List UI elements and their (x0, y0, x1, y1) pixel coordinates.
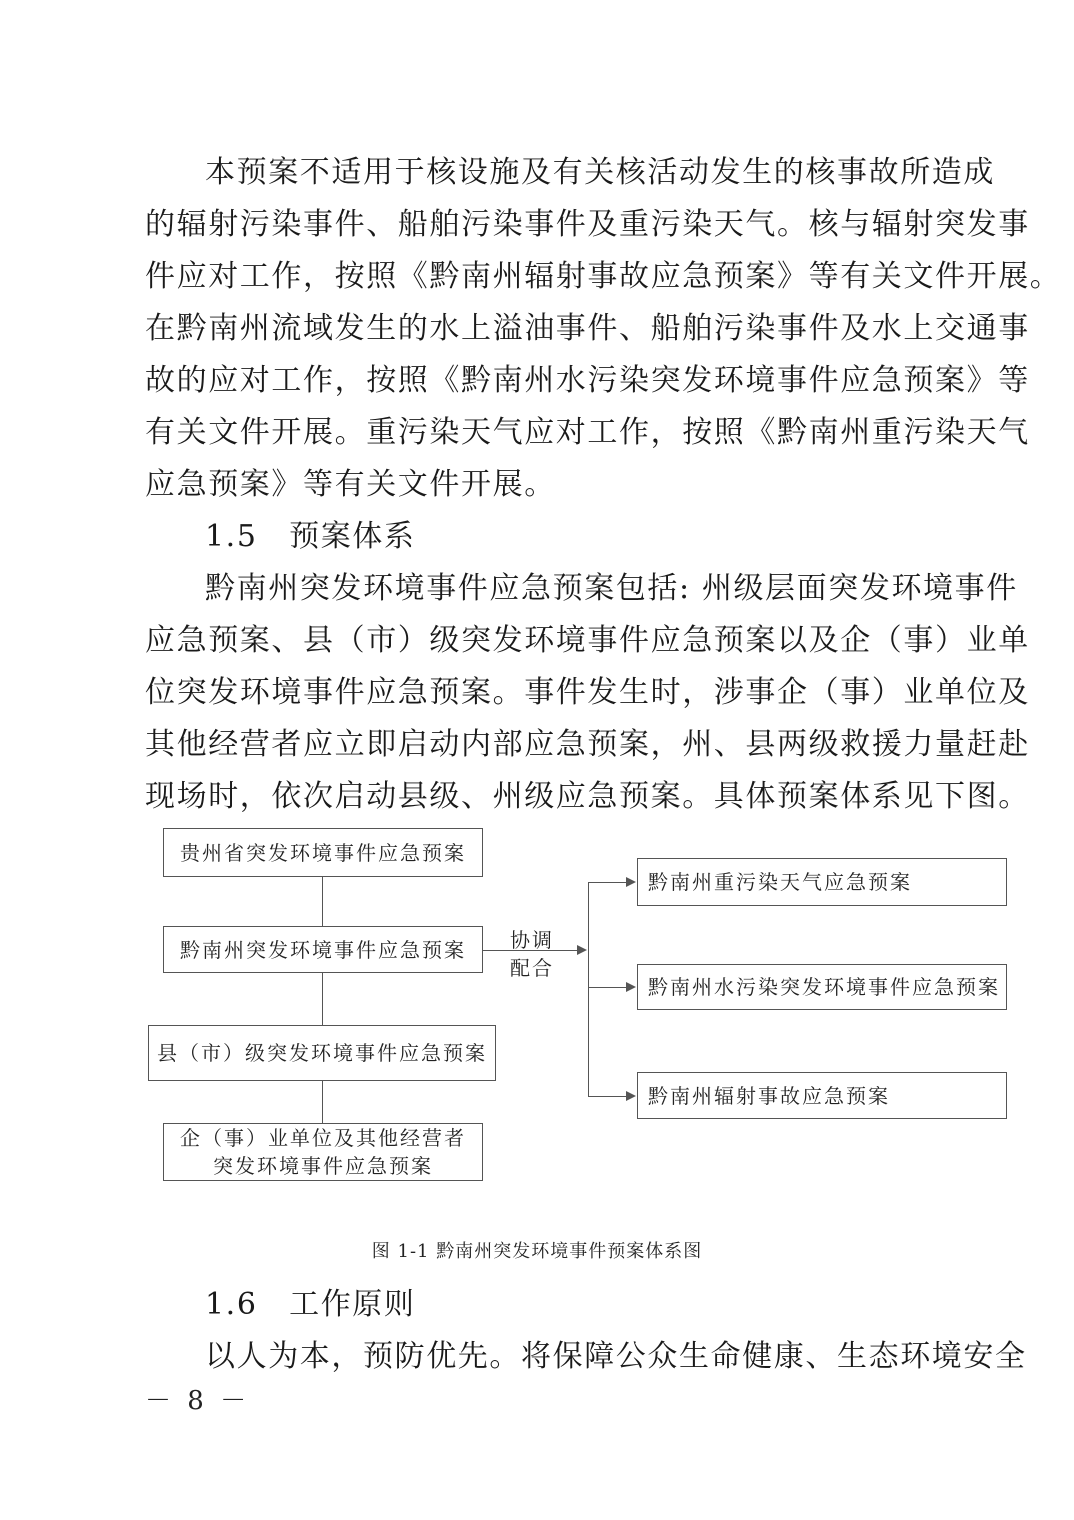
arrow-icon (577, 945, 587, 955)
diagram-box-air-pollution-plan: 黔南州重污染天气应急预案 (637, 858, 1007, 906)
paragraph-line: 本预案不适用于核设施及有关核活动发生的核事故所造成 (205, 155, 995, 190)
diagram-box-county-plan: 县（市）级突发环境事件应急预案 (148, 1025, 496, 1081)
diagram-box-provincial-plan: 贵州省突发环境事件应急预案 (163, 828, 483, 877)
paragraph-line: 在黔南州流域发生的水上溢油事件、船舶污染事件及水上交通事 (145, 311, 1030, 346)
cooperation-label: 配合 (510, 956, 554, 980)
paragraph-line: 以人为本，预防优先。将保障公众生命健康、生态环境安全 (205, 1339, 1027, 1374)
diagram-box-enterprise-plan: 企（事）业单位及其他经营者 突发环境事件应急预案 (163, 1123, 483, 1181)
paragraph-line: 应急预案、县（市）级突发环境事件应急预案以及企（事）业单 (145, 623, 1030, 658)
paragraph-line: 件应对工作，按照《黔南州辐射事故应急预案》等有关文件开展。 (145, 259, 1062, 294)
connector-line (588, 882, 628, 883)
diagram-box-prefecture-plan: 黔南州突发环境事件应急预案 (163, 926, 483, 973)
connector-line (588, 1096, 628, 1097)
section-heading-1-5: 1.5 预案体系 (205, 519, 416, 554)
connector-line (588, 882, 589, 1096)
figure-caption: 图 1-1 黔南州突发环境事件预案体系图 (371, 1241, 703, 1262)
paragraph-line: 故的应对工作，按照《黔南州水污染突发环境事件应急预案》等 (145, 363, 1030, 398)
diagram-box-water-pollution-plan: 黔南州水污染突发环境事件应急预案 (637, 964, 1007, 1010)
section-heading-1-6: 1.6 工作原则 (205, 1287, 416, 1322)
arrow-icon (626, 877, 636, 887)
connector-line (322, 973, 323, 1025)
connector-line (322, 1081, 323, 1123)
page-number: － 8 － (145, 1386, 251, 1416)
connector-line (322, 877, 323, 927)
paragraph-line: 其他经营者应立即启动内部应急预案，州、县两级救援力量赶赴 (145, 727, 1030, 762)
paragraph-line: 现场时，依次启动县级、州级应急预案。具体预案体系见下图。 (145, 779, 1030, 814)
arrow-icon (626, 982, 636, 992)
diagram-box-radiation-plan: 黔南州辐射事故应急预案 (637, 1072, 1007, 1119)
paragraph-line: 黔南州突发环境事件应急预案包括: 州级层面突发环境事件 (205, 571, 1018, 606)
paragraph-line: 有关文件开展。重污染天气应对工作，按照《黔南州重污染天气 (145, 415, 1030, 450)
paragraph-line: 位突发环境事件应急预案。事件发生时，涉事企（事）业单位及 (145, 675, 1030, 710)
arrow-icon (626, 1091, 636, 1101)
coordination-label: 协调 (510, 928, 554, 952)
connector-line (588, 987, 628, 988)
paragraph-line: 应急预案》等有关文件开展。 (145, 467, 556, 502)
paragraph-line: 的辐射污染事件、船舶污染事件及重污染天气。核与辐射突发事 (145, 207, 1030, 242)
